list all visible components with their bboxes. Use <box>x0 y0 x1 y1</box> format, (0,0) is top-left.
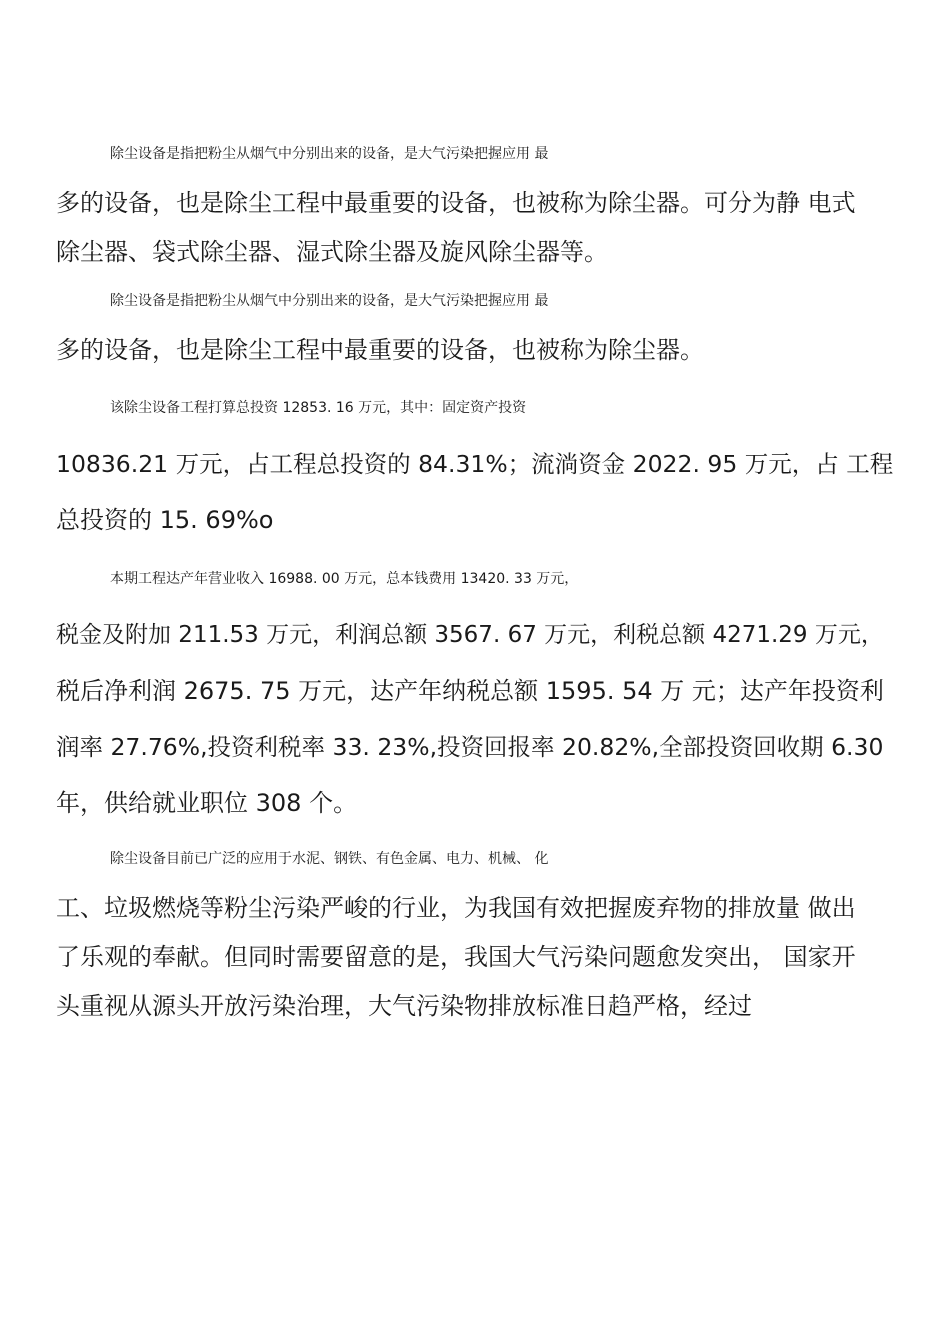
text-line: 除尘器、袋式除尘器、湿式除尘器及旋风除尘器等。 <box>56 238 608 266</box>
paragraph-investment <box>56 380 894 548</box>
paragraph-financial-indicators <box>56 551 894 831</box>
document-body <box>56 130 894 1031</box>
text-line: 10836.21 万元，占工程总投资的 84.31%；流淌资金 2022. 95 万元，占 工程 <box>56 450 894 478</box>
paragraph-dust-equipment-definition-repeat <box>56 277 894 375</box>
text-line: 多的设备，也是除尘工程中最重要的设备，也被称为除尘器。 <box>56 336 704 364</box>
text-line: 了乐观的奉献。但同时需要留意的是，我国大气污染问题愈发突出， 国家开 <box>56 943 856 971</box>
text-line: 年，供给就业职位 308 个。 <box>56 789 358 817</box>
text-line: 税金及附加 211.53 万元，利润总额 3567. 67 万元，利税总额 4271.29 万元， <box>56 622 884 648</box>
text-line: 总投资的 15. 69%o <box>56 506 274 534</box>
text-line: 本期工程达产年营业收入 16988. 00 万元，总本钱费用 13420. 33 万元， <box>110 571 579 587</box>
text-line: 除尘设备是指把粉尘从烟气中分别出来的设备，是大气污染把握应用 最 <box>110 293 549 309</box>
paragraph-industry-application <box>56 835 894 1031</box>
text-line: 该除尘设备工程打算总投资 12853. 16 万元，其中：固定资产投资 <box>110 400 527 416</box>
text-line: 头重视从源头开放污染治理，大气污染物排放标准日趋严格，经过 <box>56 992 752 1020</box>
text-line: 除尘设备是指把粉尘从烟气中分别出来的设备，是大气污染把握应用 最 <box>110 146 549 162</box>
text-line: 工、垃圾燃烧等粉尘污染严峻的行业，为我国有效把握废弃物的排放量 做出 <box>56 894 856 922</box>
text-line: 多的设备，也是除尘工程中最重要的设备，也被称为除尘器。可分为静 电式 <box>56 189 856 217</box>
text-line: 税后净利润 2675. 75 万元，达产年纳税总额 1595. 54 万 元；达产年投资利 <box>56 677 884 705</box>
text-line: 润率 27.76%,投资利税率 33. 23%,投资回报率 20.82%,全部投资回收期 6.30 <box>56 733 884 761</box>
text-line: 除尘设备目前已广泛的应用于水泥、钢铁、有色金属、电力、机械、 化 <box>110 851 549 867</box>
paragraph-dust-equipment-definition <box>56 130 894 277</box>
